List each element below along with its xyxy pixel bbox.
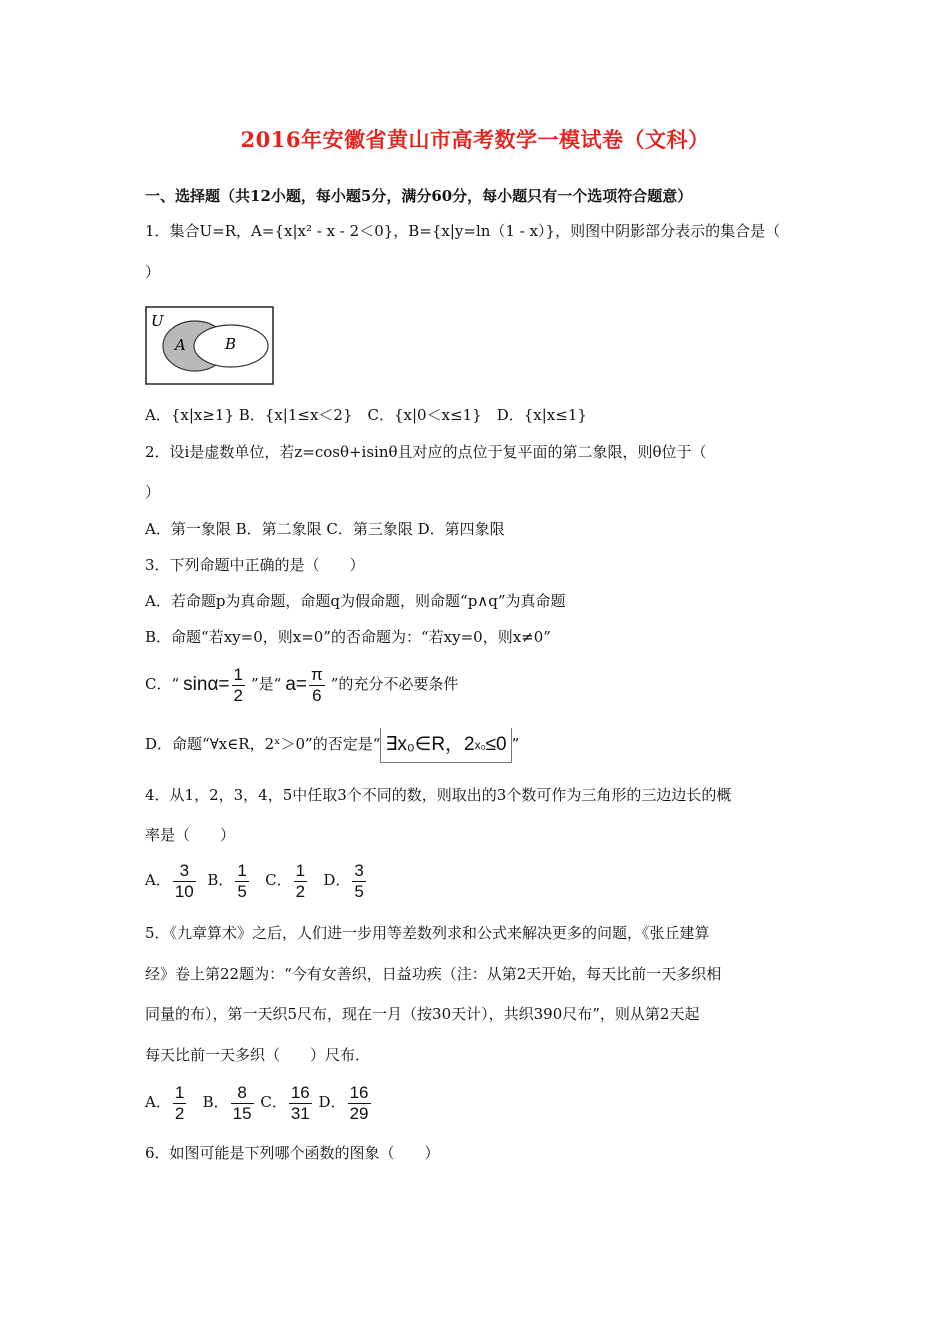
q5-stem-line4: 每天比前一天多织（ ）尺布． <box>145 1046 371 1064</box>
fraction <box>289 1084 312 1123</box>
q4-option-c <box>265 860 309 901</box>
fraction-numerator: 1 <box>295 860 306 880</box>
q5-option-b <box>202 1082 256 1123</box>
q4-stem-cont: 率是（ ） <box>145 826 236 844</box>
q3-c-fraction-half <box>232 666 245 705</box>
fraction-numerator: 16 <box>349 1082 369 1102</box>
q3-c-label: C． <box>145 675 172 693</box>
q6-stem: 6．如图可能是下列哪个函数的图象（ ） <box>145 1144 440 1162</box>
option-label: C． <box>260 1093 287 1111</box>
q5-stem-line1: 5．《九章算术》之后，人们进一步用等差数列求和公式来解决更多的问题，《张丘建算 <box>145 924 710 942</box>
q3-c-alpha-expression <box>281 663 330 707</box>
fraction-numerator: 1 <box>237 860 247 880</box>
page-title: 2016年安徽省黄山市高考数学一模试卷（文科） <box>240 127 710 152</box>
q3-c-alpha-text: a= <box>285 674 308 695</box>
q3-d-exponent: x₀ <box>474 737 486 752</box>
venn-label-b: B <box>225 335 237 353</box>
q1-stem: 1．集合U=R，A={x|x² - x - 2＜0}，B={x|y=ln（1 - x）}，则图中阴影部分表示的集合是（ <box>145 222 781 240</box>
option-label: D． <box>323 871 351 889</box>
q3-d-math-end: ≤0 <box>485 733 507 755</box>
q3-option-b: B．命题“若xy=0，则x=0”的否命题为：“若xy=0，则x≠0” <box>145 628 551 646</box>
q3-c-sin-text: sinα= <box>183 674 230 695</box>
fraction-denominator: 29 <box>349 1103 369 1123</box>
fraction <box>348 1084 371 1123</box>
option-label: C． <box>265 871 292 889</box>
q3-option-c <box>145 662 458 706</box>
fraction-numerator: 1 <box>174 1082 185 1102</box>
q3-c-quote-open: “ <box>171 675 180 693</box>
option-label: B． <box>202 1093 229 1111</box>
q5-option-d <box>318 1082 373 1123</box>
q5-options <box>145 1080 373 1124</box>
fraction-numerator: π <box>311 664 323 684</box>
q5-stem-line2: 经》卷上第22题为：“今有女善织，日益功疾（注：从第2天开始，每天比前一天多织相 <box>145 965 722 983</box>
fraction-denominator: 2 <box>174 1103 185 1123</box>
fraction-denominator: 2 <box>233 685 243 705</box>
q1-options: A．{x|x≥1} B．{x|1≤x＜2} C．{x|0＜x≤1} D．{x|x≤1} <box>145 406 587 424</box>
venn-label-a: A <box>175 336 186 354</box>
fraction <box>352 862 365 901</box>
fraction <box>173 1084 186 1123</box>
q2-stem-close: ） <box>145 483 161 501</box>
q4-options <box>145 858 368 902</box>
option-label: A． <box>145 871 171 889</box>
fraction <box>231 1084 254 1123</box>
q2-options: A．第一象限 B．第二象限 C．第三象限 D．第四象限 <box>145 520 505 538</box>
q5-stem-line3: 同量的布），第一天织5尺布，现在一月（按30天计），共织390尺布”，则从第2天起 <box>145 1005 700 1023</box>
fraction-denominator: 5 <box>237 881 247 901</box>
fraction-denominator: 6 <box>312 685 322 705</box>
venn-label-u: U <box>151 312 164 330</box>
q1-stem-close: ） <box>145 263 161 281</box>
q3-d-tail: ” <box>511 735 520 753</box>
q3-c-tail: ”的充分不必要条件 <box>330 675 459 693</box>
fraction <box>294 862 307 901</box>
fraction-numerator: 8 <box>237 1082 247 1102</box>
q3-d-math-text: ∃x₀∈R，2 <box>385 733 475 755</box>
fraction-denominator: 15 <box>232 1103 252 1123</box>
fraction <box>235 862 248 901</box>
q3-d-math <box>380 728 511 763</box>
q3-option-a: A．若命题p为真命题，命题q为假命题，则命题“p∧q”为真命题 <box>145 592 566 610</box>
q4-option-b <box>207 860 251 901</box>
q3-c-mid: ”是“ <box>251 675 282 693</box>
fraction-numerator: 16 <box>290 1082 310 1102</box>
q4-option-d <box>323 860 368 901</box>
q3-stem: 3．下列命题中正确的是（ ） <box>145 556 365 574</box>
q2-stem: 2．设i是虚数单位，若z=cosθ+isinθ且对应的点位于复平面的第二象限，则θ位于（ <box>145 443 707 461</box>
q4-option-a <box>145 860 198 901</box>
fraction-denominator: 5 <box>354 881 364 901</box>
fraction-numerator: 3 <box>354 860 364 880</box>
fraction-numerator: 3 <box>179 860 190 880</box>
q5-option-a <box>145 1082 188 1123</box>
q5-option-c <box>260 1082 313 1123</box>
option-label: A． <box>145 1093 171 1111</box>
fraction <box>173 862 196 901</box>
fraction-denominator: 10 <box>174 881 194 901</box>
fraction-denominator: 2 <box>295 881 306 901</box>
option-label: B． <box>207 871 234 889</box>
fraction-denominator: 31 <box>290 1103 310 1123</box>
q3-c-sin-expression <box>179 663 251 707</box>
fraction-numerator: 1 <box>233 664 243 684</box>
q3-option-d <box>145 726 519 762</box>
option-label: D． <box>318 1093 346 1111</box>
section-heading: 一、选择题（共12小题，每小题5分，满分60分，每小题只有一个选项符合题意） <box>145 187 693 205</box>
q3-c-fraction-pi <box>309 666 325 705</box>
q3-d-prefix: D．命题“∀x∈R，2ˣ＞0”的否定是“ <box>145 735 381 753</box>
venn-diagram <box>145 306 275 386</box>
q4-stem: 4．从1，2，3，4，5中任取3个不同的数，则取出的3个数可作为三角形的三边边长的概 <box>145 786 732 804</box>
